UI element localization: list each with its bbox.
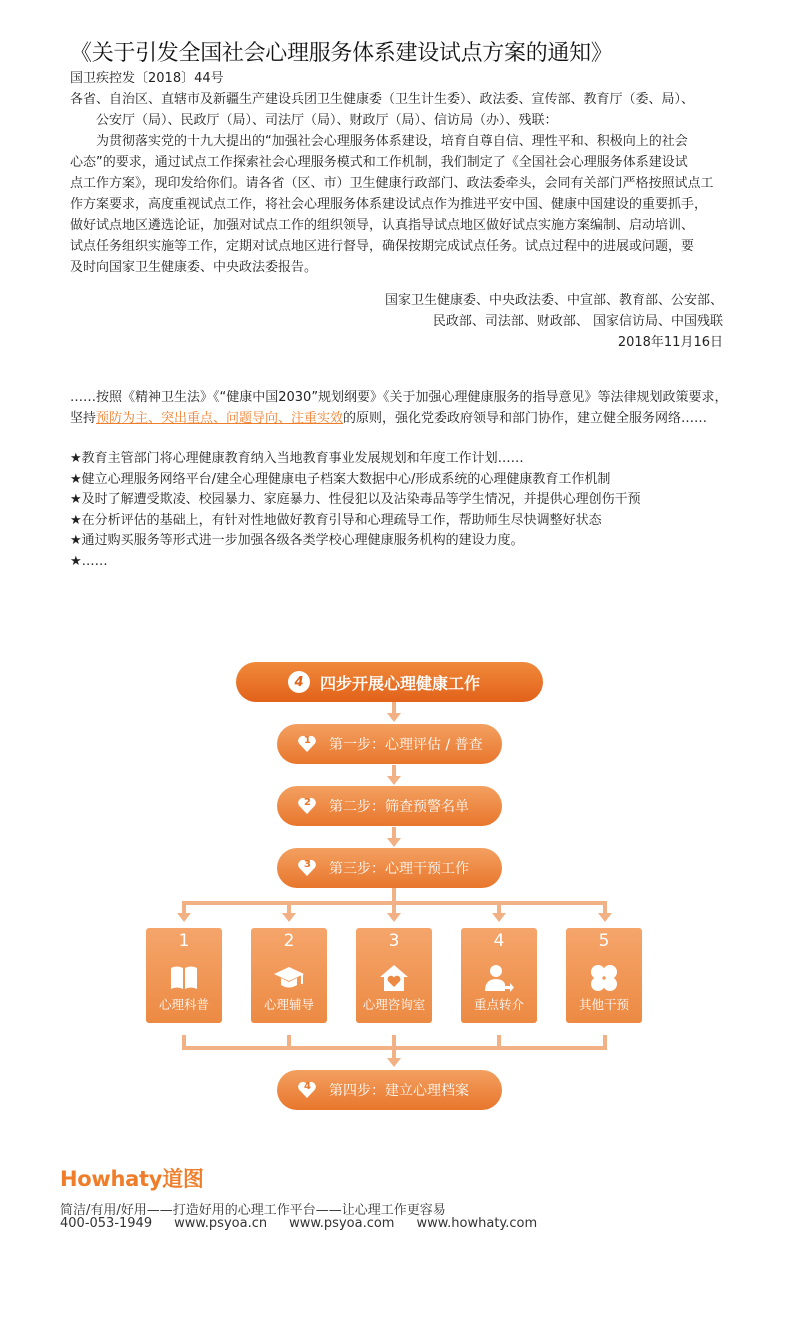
- step-label: 第二步：筛查预警名单: [329, 799, 469, 815]
- flow-header-pill: [236, 662, 543, 702]
- signatory-line: 民政部、司法部、财政部、 国家信访局、中国残联: [432, 314, 723, 329]
- step-label: 第一步：心理评估 / 普查: [329, 737, 483, 753]
- measure-item: ★……: [70, 553, 108, 569]
- step-one-pill: [277, 724, 502, 764]
- brand-name-cn: 道图: [162, 1167, 204, 1191]
- doc-number: 国卫疾控发〔2018〕44号: [70, 71, 224, 86]
- recipients-line: 公安厅（局）、民政厅（局）、司法厅（局）、财政厅（局）、信访局（办）、残联：: [96, 113, 558, 128]
- intervention-box: [566, 928, 642, 1023]
- step-two-pill: [277, 786, 502, 826]
- step-number: 3: [304, 859, 311, 870]
- step-label: 第三步：心理干预工作: [329, 861, 469, 877]
- step-number: 4: [304, 1081, 311, 1092]
- phone-number: 400-053-1949: [60, 1216, 153, 1231]
- step-number: 2: [304, 797, 311, 808]
- box-label: 心理咨询室: [362, 997, 426, 1012]
- intervention-box: [146, 928, 222, 1023]
- intervention-box: [461, 928, 537, 1023]
- box-number: 5: [598, 931, 610, 951]
- step-three-pill: [277, 848, 502, 888]
- body-line: 点工作方案》，现印发给你们。请各省（区、市）卫生健康行政部门、政法委牵头，会同有关部门严格按照试点工: [70, 176, 714, 191]
- brand-slogan: 简洁/有用/好用——打造好用的心理工作平台——让心理工作更容易: [60, 1203, 446, 1218]
- step-label: 第四步：建立心理档案: [329, 1083, 469, 1099]
- body-line: 为贯彻落实党的十九大提出的“加强社会心理服务体系建设，培育自尊自信、理性平和、积极向上的社会: [96, 134, 688, 149]
- measure-item: ★健立心理服务网络平台/建全心理健康电子档案大数据中心/形成系统的心理健康教育工作机制: [70, 471, 611, 487]
- box-label: 心理辅导: [263, 997, 314, 1012]
- intervention-box: [356, 928, 432, 1023]
- issue-date: 2018年11月16日: [617, 335, 723, 350]
- box-label: 心理科普: [158, 997, 209, 1012]
- measure-item: ★教育主管部门将心理健康教育纳入当地教育事业发展规划和年度工作计划……: [70, 451, 524, 466]
- graduation-cap-icon: [273, 962, 305, 994]
- website-link[interactable]: www.howhaty.com: [416, 1216, 538, 1231]
- clover-icon: [588, 962, 620, 994]
- excerpt-prefix: 坚持: [70, 411, 97, 426]
- measure-item: ★通过购买服务等形式进一步加强各级各类学校心理健康服务机构的建设力度。: [70, 533, 524, 548]
- body-line: 及时向国家卫生健康委、中央政法委报告。: [70, 260, 318, 275]
- body-line: 做好试点地区遴选论证，加强对试点工作的组织领导，认真指导试点地区做好试点实施方案编制、启动培训、: [70, 218, 695, 233]
- person-transfer-icon: [483, 962, 515, 994]
- book-icon: [168, 962, 200, 994]
- box-number: 1: [178, 931, 190, 951]
- box-label: 重点转介: [473, 997, 524, 1012]
- website-link[interactable]: www.psyoa.cn: [174, 1216, 268, 1231]
- box-number: 3: [388, 931, 400, 951]
- step-badge-icon: 4: [288, 671, 310, 693]
- excerpt-suffix: 的原则，强化党委政府领导和部门协作，建立健全服务网络……: [343, 411, 708, 426]
- measure-item: ★及时了解遭受欺凌、校园暴力、家庭暴力、性侵犯以及沾染毒品等学生情况，并提供心理创伤干预: [70, 492, 641, 507]
- website-link[interactable]: www.psyoa.com: [289, 1216, 395, 1231]
- highlight-principles: 预防为主、突出重点、问题导向、注重实效: [96, 411, 344, 426]
- flow-header-label: 四步开展心理健康工作: [320, 673, 481, 693]
- brand-logo: [60, 1163, 204, 1193]
- step-four-pill: [277, 1070, 502, 1110]
- body-line: 心态”的要求，通过试点工作探索社会心理服务模式和工作机制，我们制定了《全国社会心理服务体系建设试: [70, 155, 688, 170]
- box-number: 4: [493, 931, 505, 951]
- body-line: 作方案要求，高度重视试点工作，将社会心理服务体系建设试点作为推进平安中国、健康中国建设的重要抓手，: [70, 197, 708, 212]
- contact-line: [60, 1216, 710, 1231]
- body-line: 试点任务组织实施等工作，定期对试点地区进行督导，确保按期完成试点任务。试点过程中的进展或问题，要: [70, 239, 695, 254]
- house-heart-icon: [378, 962, 410, 994]
- intervention-box: [251, 928, 327, 1023]
- excerpt-line: ……按照《精神卫生法》《“健康中国2030”规划纲要》《关于加强心理健康服务的指导意见》等法律规划政策要求，: [70, 390, 728, 405]
- step-number: 1: [304, 735, 311, 746]
- measure-item: ★在分析评估的基础上，有针对性地做好教育引导和心理疏导工作，帮助师生尽快调整好状态: [70, 512, 602, 528]
- recipients-line: 各省、自治区、直辖市及新疆生产建设兵团卫生健康委（卫生计生委）、政法委、宣传部、教育厅（委、局）、: [70, 92, 695, 107]
- brand-name-en: Howhaty: [60, 1167, 163, 1191]
- document-title: 《关于引发全国社会心理服务体系建设试点方案的通知》: [70, 41, 613, 66]
- box-number: 2: [283, 931, 295, 951]
- box-label: 其他干预: [578, 997, 629, 1012]
- signatory-line: 国家卫生健康委、中央政法委、中宣部、教育部、公安部、: [384, 293, 723, 308]
